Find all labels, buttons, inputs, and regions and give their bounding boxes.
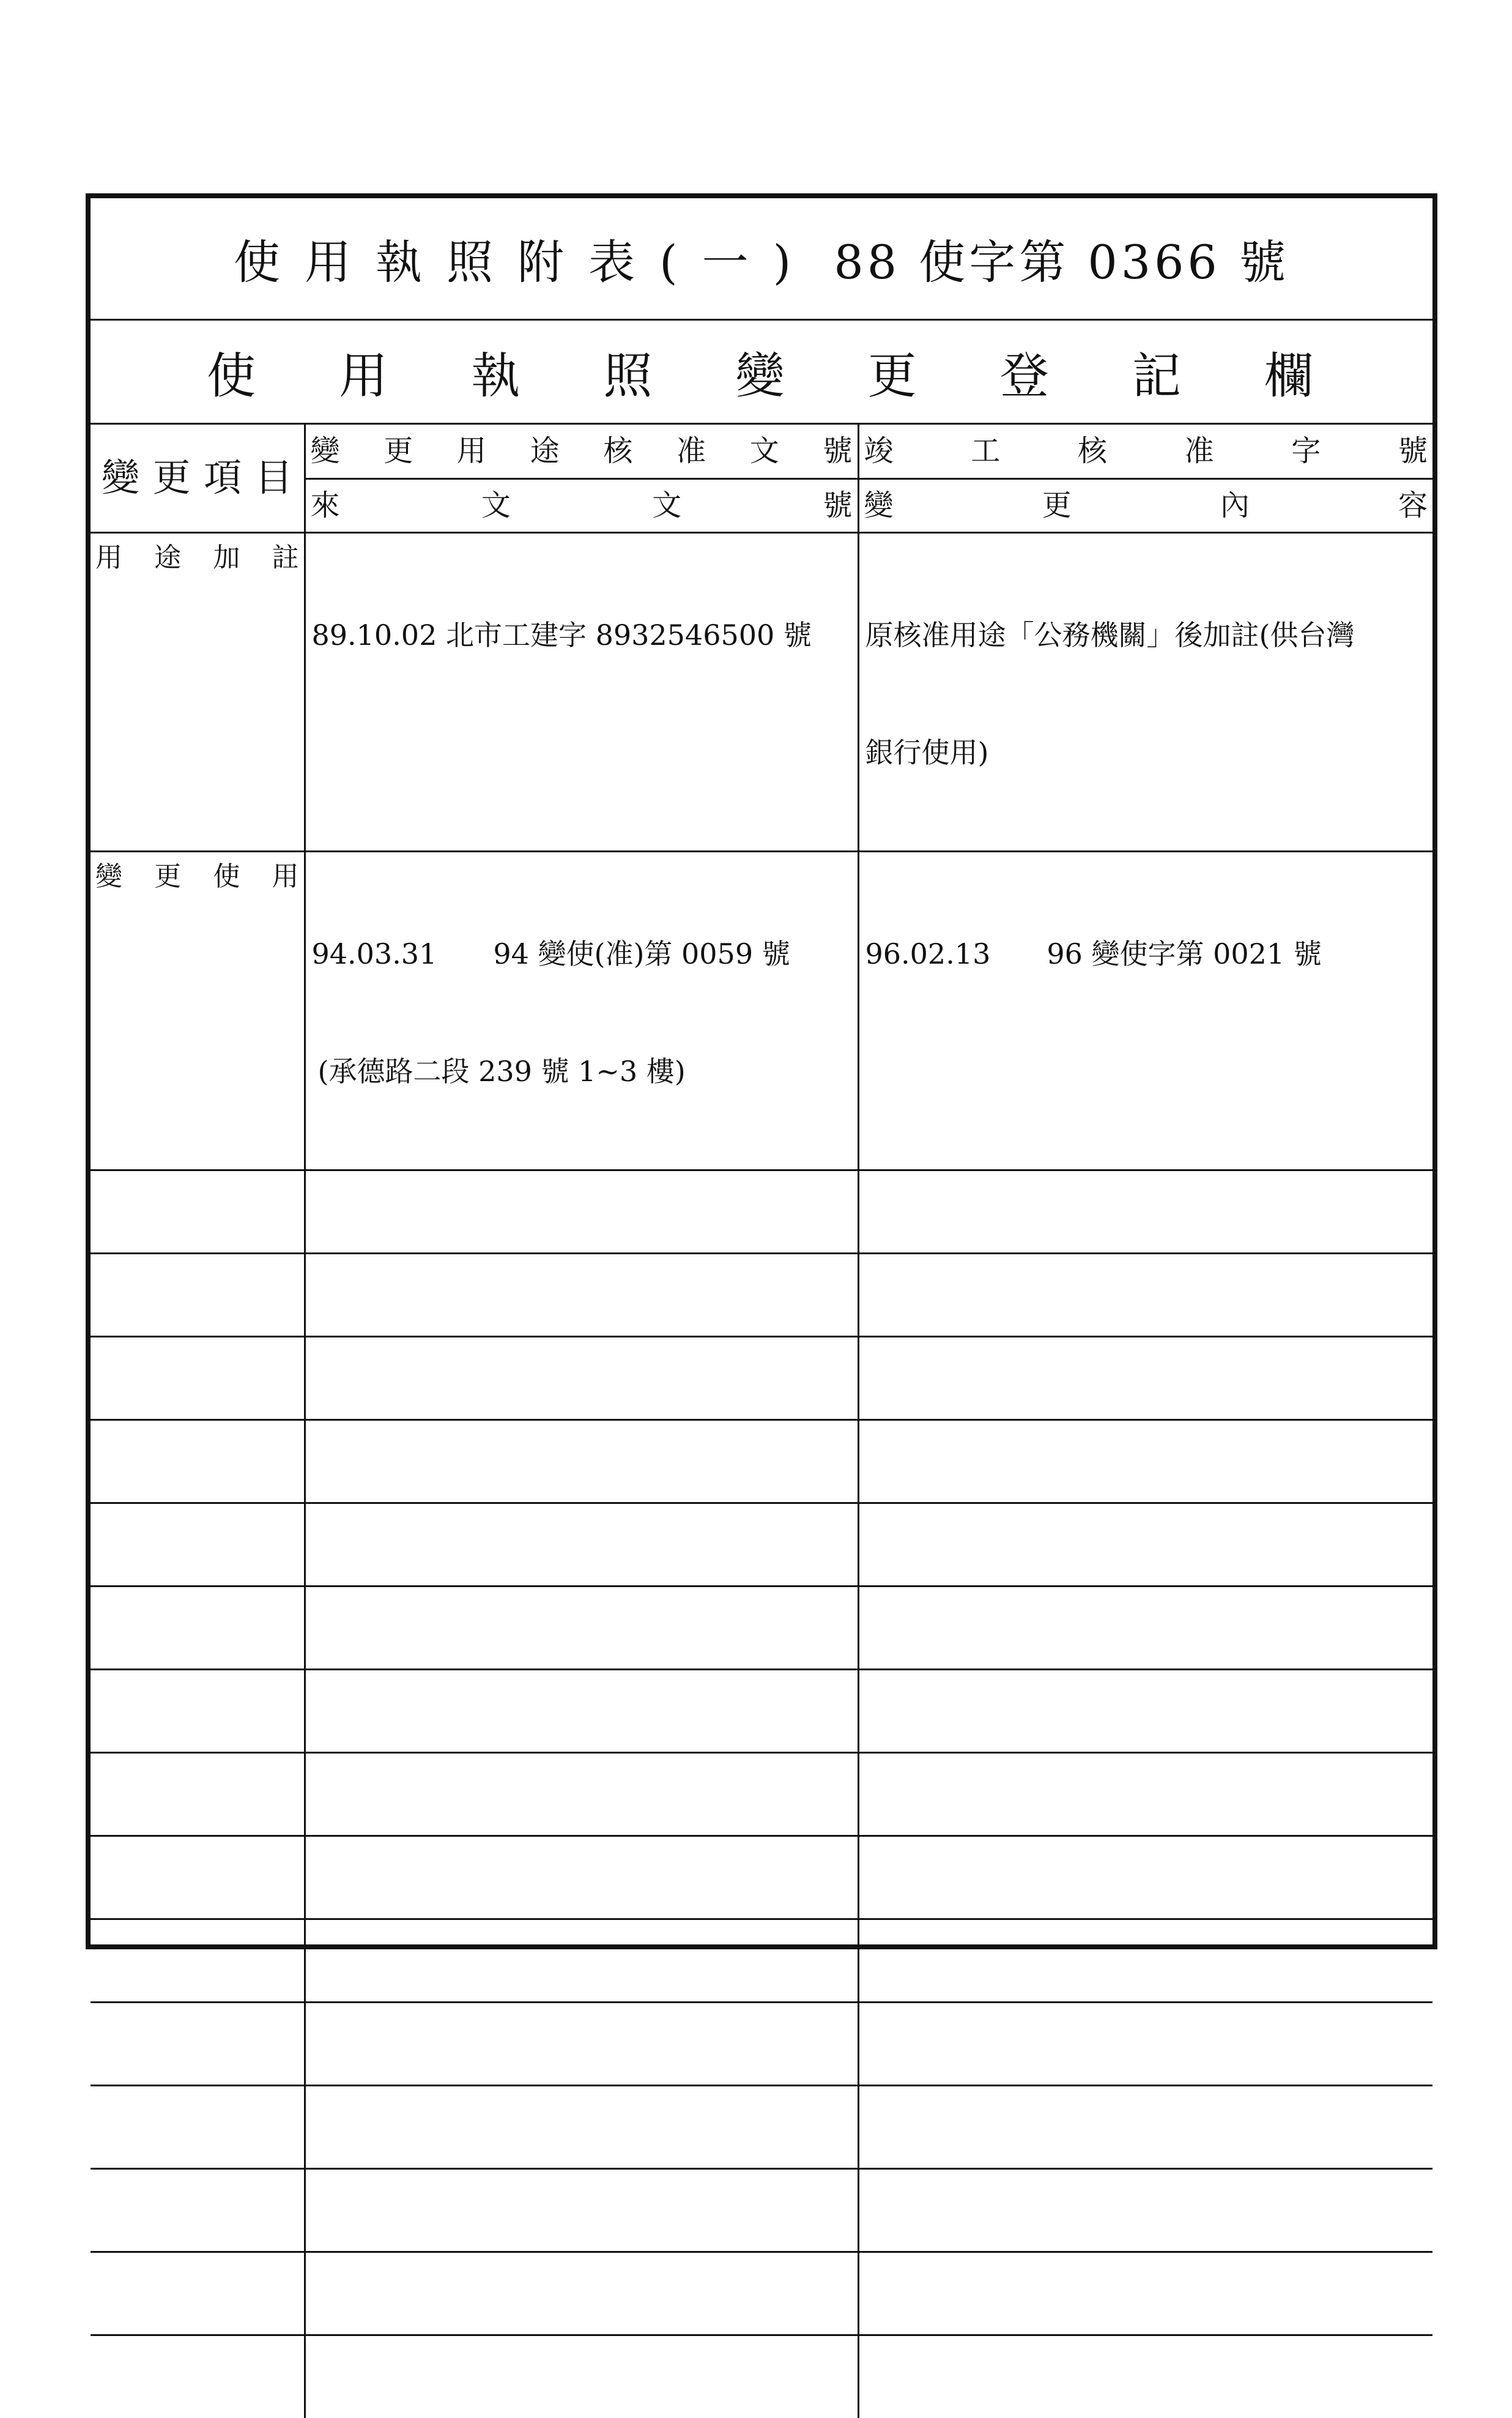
subtitle-char: 記 (1132, 348, 1181, 404)
title-name: 使用執照附表(一) (234, 235, 816, 289)
row-approval-doc: 89.10.02 北市工建字 8932546500 號 (305, 532, 858, 851)
empty-row (91, 1586, 1432, 1669)
header-completion-no: 竣 工 核 准 字 號 (858, 425, 1432, 478)
row-item-label: 用 途 加 註 (91, 532, 305, 851)
subtitle-char: 欄 (1264, 348, 1313, 404)
empty-row (91, 1336, 1432, 1419)
registration-form (86, 193, 1437, 1949)
subtitle-char: 登 (999, 348, 1049, 404)
subtitle-char: 更 (867, 348, 917, 404)
row-completion-no: 96.02.13 96 變使字第 0021 號 (858, 851, 1432, 1170)
change-table (91, 425, 1432, 2418)
empty-row (91, 1752, 1432, 1836)
empty-row (91, 1253, 1432, 1336)
header-change-content: 變 更 內 容 (858, 478, 1432, 532)
table-row (91, 851, 1432, 1170)
table-row (91, 532, 1432, 851)
empty-row (91, 1919, 1432, 2002)
form-title (91, 198, 1432, 321)
empty-row (91, 1836, 1432, 1919)
title-doc-number: 88 使字第 0366 號 (834, 235, 1289, 289)
empty-row (91, 2252, 1432, 2335)
form-subtitle (91, 321, 1432, 425)
empty-row (91, 2168, 1432, 2252)
empty-row (91, 2335, 1432, 2418)
header-approval-doc: 變 更 用 途 核 准 文 號 (305, 425, 858, 478)
subtitle-char: 變 (735, 348, 785, 404)
subtitle-char: 用 (339, 348, 388, 404)
subtitle-char: 執 (471, 348, 521, 404)
row-approval-doc: 94.03.31 94 變使(准)第 0059 號 (承德路二段 239 號 1~3 樓) (305, 851, 858, 1170)
empty-row (91, 2085, 1432, 2168)
row-item-label: 變 更 使 用 (91, 851, 305, 1170)
empty-row (91, 1170, 1432, 1253)
subtitle-char: 照 (603, 348, 653, 404)
row-change-content: 原核准用途「公務機關」後加註(供台灣 銀行使用) (858, 532, 1432, 851)
empty-row (91, 1503, 1432, 1586)
empty-row (91, 2002, 1432, 2085)
subtitle-char: 使 (207, 348, 256, 404)
empty-row (91, 1419, 1432, 1503)
header-change-item: 變 更 項 目 (91, 425, 305, 532)
header-incoming-doc: 來 文 文 號 (305, 478, 858, 532)
empty-row (91, 1669, 1432, 1752)
